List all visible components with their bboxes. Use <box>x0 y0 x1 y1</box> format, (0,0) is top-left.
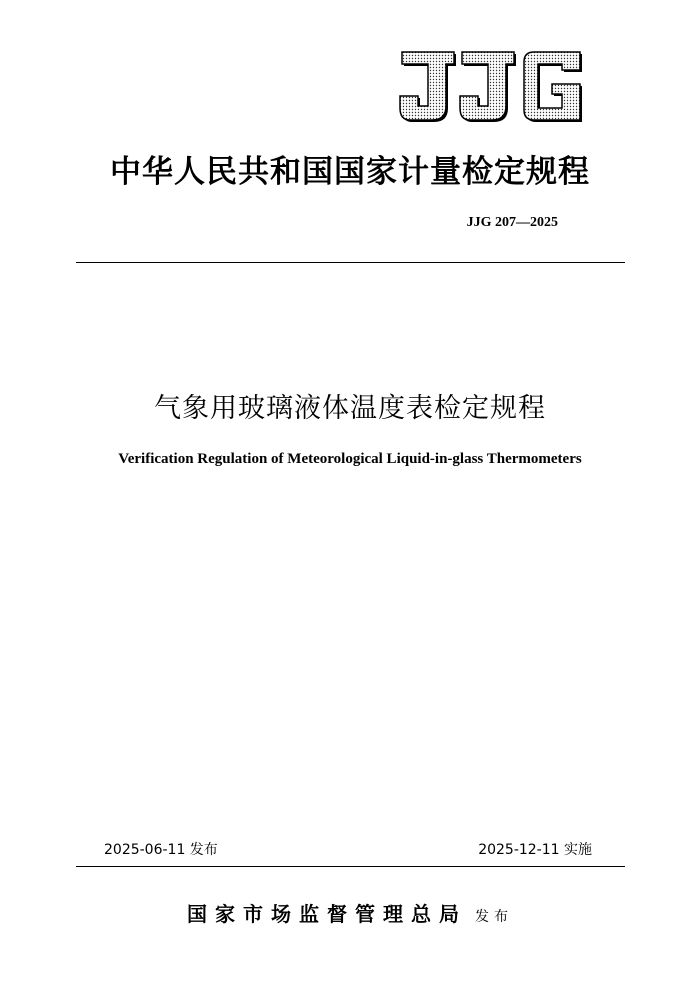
top-divider <box>76 262 625 263</box>
regulation-series-title: 中华人民共和国国家计量检定规程 <box>110 154 590 190</box>
regulation-code: JJG 207—2025 <box>466 215 558 230</box>
implementation-date: 2025-12-11 实施 <box>478 842 592 858</box>
jjg-logo-icon <box>396 48 588 124</box>
issuer-action: 发布 <box>475 909 513 925</box>
issue-date: 2025-06-11 发布 <box>104 842 218 858</box>
document-title-en: Verification Regulation of Meteorological Liquid-in-glass Thermometers <box>118 451 582 467</box>
issuer-name: 国家市场监督管理总局 <box>187 902 467 926</box>
bottom-divider <box>76 866 625 867</box>
document-title-cn: 气象用玻璃液体温度表检定规程 <box>154 393 546 424</box>
issuer-line <box>0 898 700 927</box>
